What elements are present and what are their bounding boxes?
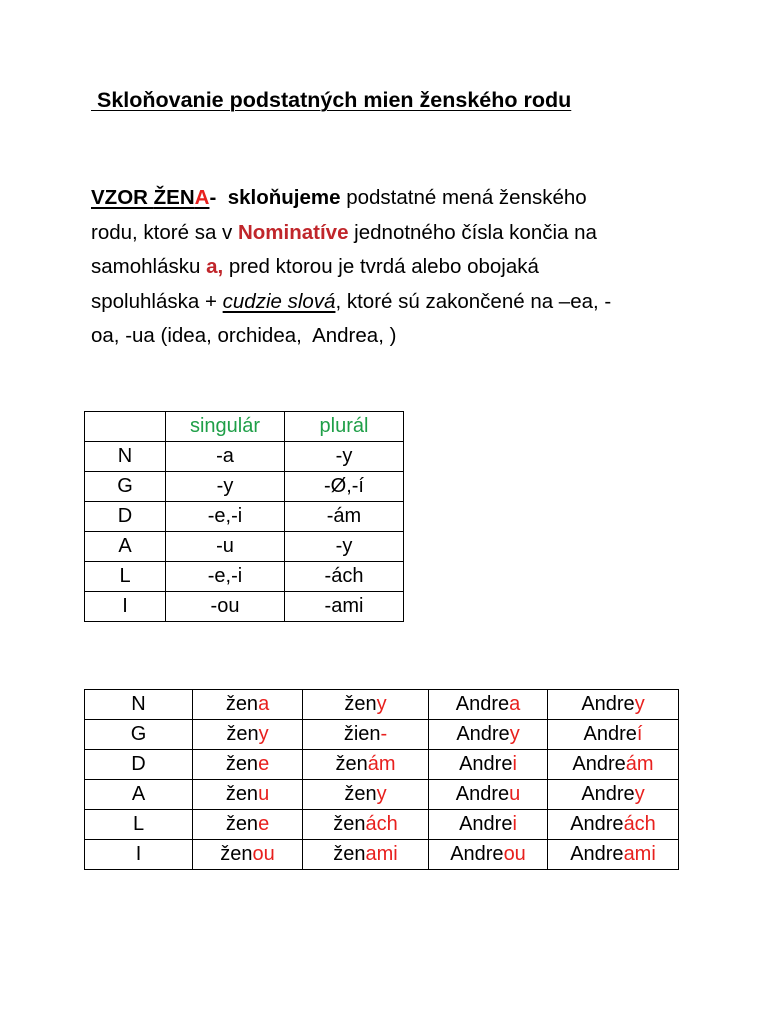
plural-ending: -ách (285, 562, 404, 592)
case-label: I (85, 592, 166, 622)
word-form-cell (429, 690, 548, 720)
word-stem: žen (335, 753, 368, 775)
plural-ending: -ám (285, 502, 404, 532)
table-row (85, 690, 679, 720)
line3-rest: pred ktorou je tvrdá alebo obojaká (223, 255, 539, 278)
word-ending: ách (365, 813, 398, 835)
case-label: D (85, 502, 166, 532)
word-form-cell (548, 720, 679, 750)
word-stem: žen (220, 843, 253, 865)
table-row (85, 532, 404, 562)
cudzie-slova: cudzie slová (222, 289, 336, 313)
word-form-cell (303, 750, 429, 780)
endings-table (84, 411, 404, 622)
paragraph-line-3 (91, 250, 691, 285)
case-label: N (85, 690, 193, 720)
word-stem: žen (225, 753, 259, 775)
word-stem: Andre (583, 723, 637, 745)
singular-ending: -ou (166, 592, 285, 622)
word-form-cell (303, 690, 429, 720)
word-ending: y (634, 783, 645, 805)
case-label: G (85, 472, 166, 502)
plural-ending: -Ø,-í (285, 472, 404, 502)
table-row (85, 442, 404, 472)
word-form-cell (303, 840, 429, 870)
word-form-cell (193, 690, 303, 720)
word-ending: ám (625, 753, 654, 775)
word-stem: Andre (581, 783, 635, 805)
word-form-cell (193, 840, 303, 870)
word-form-cell (193, 720, 303, 750)
word-stem: Andre (459, 813, 513, 835)
word-ending: - (380, 723, 388, 745)
letter-a: a, (206, 255, 224, 278)
word-stem: Andre (455, 693, 510, 715)
word-stem: Andre (570, 813, 624, 835)
line2-rest: jednotného čísla končia na (348, 220, 597, 244)
line4-rest: , ktoré sú zakončené na –ea, - (335, 289, 612, 313)
word-ending: í (636, 723, 643, 745)
nominative-word: Nominatíve (237, 220, 349, 244)
word-form-cell (429, 750, 548, 780)
word-form-cell (429, 720, 548, 750)
word-ending: ách (623, 813, 656, 835)
word-form-cell (429, 780, 548, 810)
word-form-cell (193, 810, 303, 840)
word-ending: a (509, 693, 521, 715)
word-ending: ami (623, 843, 656, 865)
word-stem: Andre (459, 753, 513, 775)
header-empty (85, 412, 166, 442)
plural-ending: -y (285, 442, 404, 472)
word-stem: žen (225, 813, 259, 835)
word-stem: žen (225, 693, 259, 715)
case-label: A (85, 780, 193, 810)
table-row (85, 720, 679, 750)
word-form-cell (548, 750, 679, 780)
word-form-cell (303, 720, 429, 750)
case-label: L (85, 810, 193, 840)
paragraph-line-5: oa, -ua (idea, orchidea, Andrea, ) (91, 324, 397, 347)
word-form-cell (548, 690, 679, 720)
word-ending: ami (365, 843, 398, 865)
vzor-dash: - (209, 186, 222, 209)
examples-table (84, 689, 679, 870)
table-row (85, 592, 404, 622)
word-stem: Andre (570, 843, 624, 865)
word-stem: žen (344, 693, 377, 715)
line4-start: spoluhláska + (91, 289, 223, 313)
singular-ending: -e,-i (166, 502, 285, 532)
word-stem: Andre (450, 843, 504, 865)
word-form-cell (303, 810, 429, 840)
case-label: L (85, 562, 166, 592)
word-stem: Andre (572, 753, 626, 775)
case-label: D (85, 750, 193, 780)
table-row (85, 750, 679, 780)
line1-rest: podstatné mená ženského (340, 186, 587, 209)
word-stem: žen (226, 723, 259, 745)
word-ending: y (634, 693, 645, 715)
page-title: Skloňovanie podstatných mien ženského rodu (91, 88, 572, 112)
header-plural: plurál (285, 412, 404, 442)
word-stem: žien (343, 723, 381, 745)
word-form-cell (193, 750, 303, 780)
case-label: N (85, 442, 166, 472)
word-form-cell (303, 780, 429, 810)
word-ending: i (512, 753, 517, 775)
singular-ending: -e,-i (166, 562, 285, 592)
case-label: G (85, 720, 193, 750)
word-ending: e (258, 813, 270, 835)
vzor-word-ending: A (194, 186, 210, 209)
word-ending: u (258, 783, 270, 805)
table-row (85, 840, 679, 870)
word-stem: Andre (455, 783, 510, 805)
word-form-cell (548, 840, 679, 870)
line2-start: rodu, ktoré sa v (91, 220, 238, 244)
word-form-cell (193, 780, 303, 810)
word-form-cell (548, 810, 679, 840)
header-singular: singulár (166, 412, 285, 442)
word-stem: žen (333, 813, 366, 835)
case-label: A (85, 532, 166, 562)
table-row (85, 472, 404, 502)
word-ending: e (258, 753, 270, 775)
singular-ending: -u (166, 532, 285, 562)
vzor-text: VZOR (91, 186, 154, 209)
word-ending: y (376, 783, 387, 805)
paragraph-line-2 (91, 216, 691, 251)
paragraph-line-4 (91, 285, 691, 320)
vzor-word-stem: ŽEN (153, 186, 195, 209)
plural-ending: -ami (285, 592, 404, 622)
word-stem: žen (333, 843, 366, 865)
table-row (85, 810, 679, 840)
table-header-row (85, 412, 404, 442)
line3-start: samohlásku (91, 255, 207, 278)
examples-table-body (85, 690, 679, 870)
word-ending: y (509, 723, 520, 745)
word-stem: žen (344, 783, 377, 805)
case-label: I (85, 840, 193, 870)
word-ending: y (258, 723, 269, 745)
word-ending: u (509, 783, 521, 805)
description-paragraph (91, 181, 691, 354)
word-ending: ou (252, 843, 275, 865)
word-form-cell (429, 840, 548, 870)
word-ending: a (258, 693, 270, 715)
word-form-cell (548, 780, 679, 810)
word-stem: žen (225, 783, 259, 805)
plural-ending: -y (285, 532, 404, 562)
word-ending: ám (367, 753, 396, 775)
sklonujeme-word: skloňujeme (222, 186, 341, 209)
word-stem: Andre (456, 723, 510, 745)
word-ending: y (376, 693, 387, 715)
word-ending: i (512, 813, 517, 835)
singular-ending: -y (166, 472, 285, 502)
table-row (85, 780, 679, 810)
word-ending: ou (503, 843, 526, 865)
word-form-cell (429, 810, 548, 840)
singular-ending: -a (166, 442, 285, 472)
table-row (85, 502, 404, 532)
table-row (85, 562, 404, 592)
vzor-label (91, 186, 209, 209)
word-stem: Andre (581, 693, 635, 715)
paragraph-line-1 (91, 181, 691, 216)
